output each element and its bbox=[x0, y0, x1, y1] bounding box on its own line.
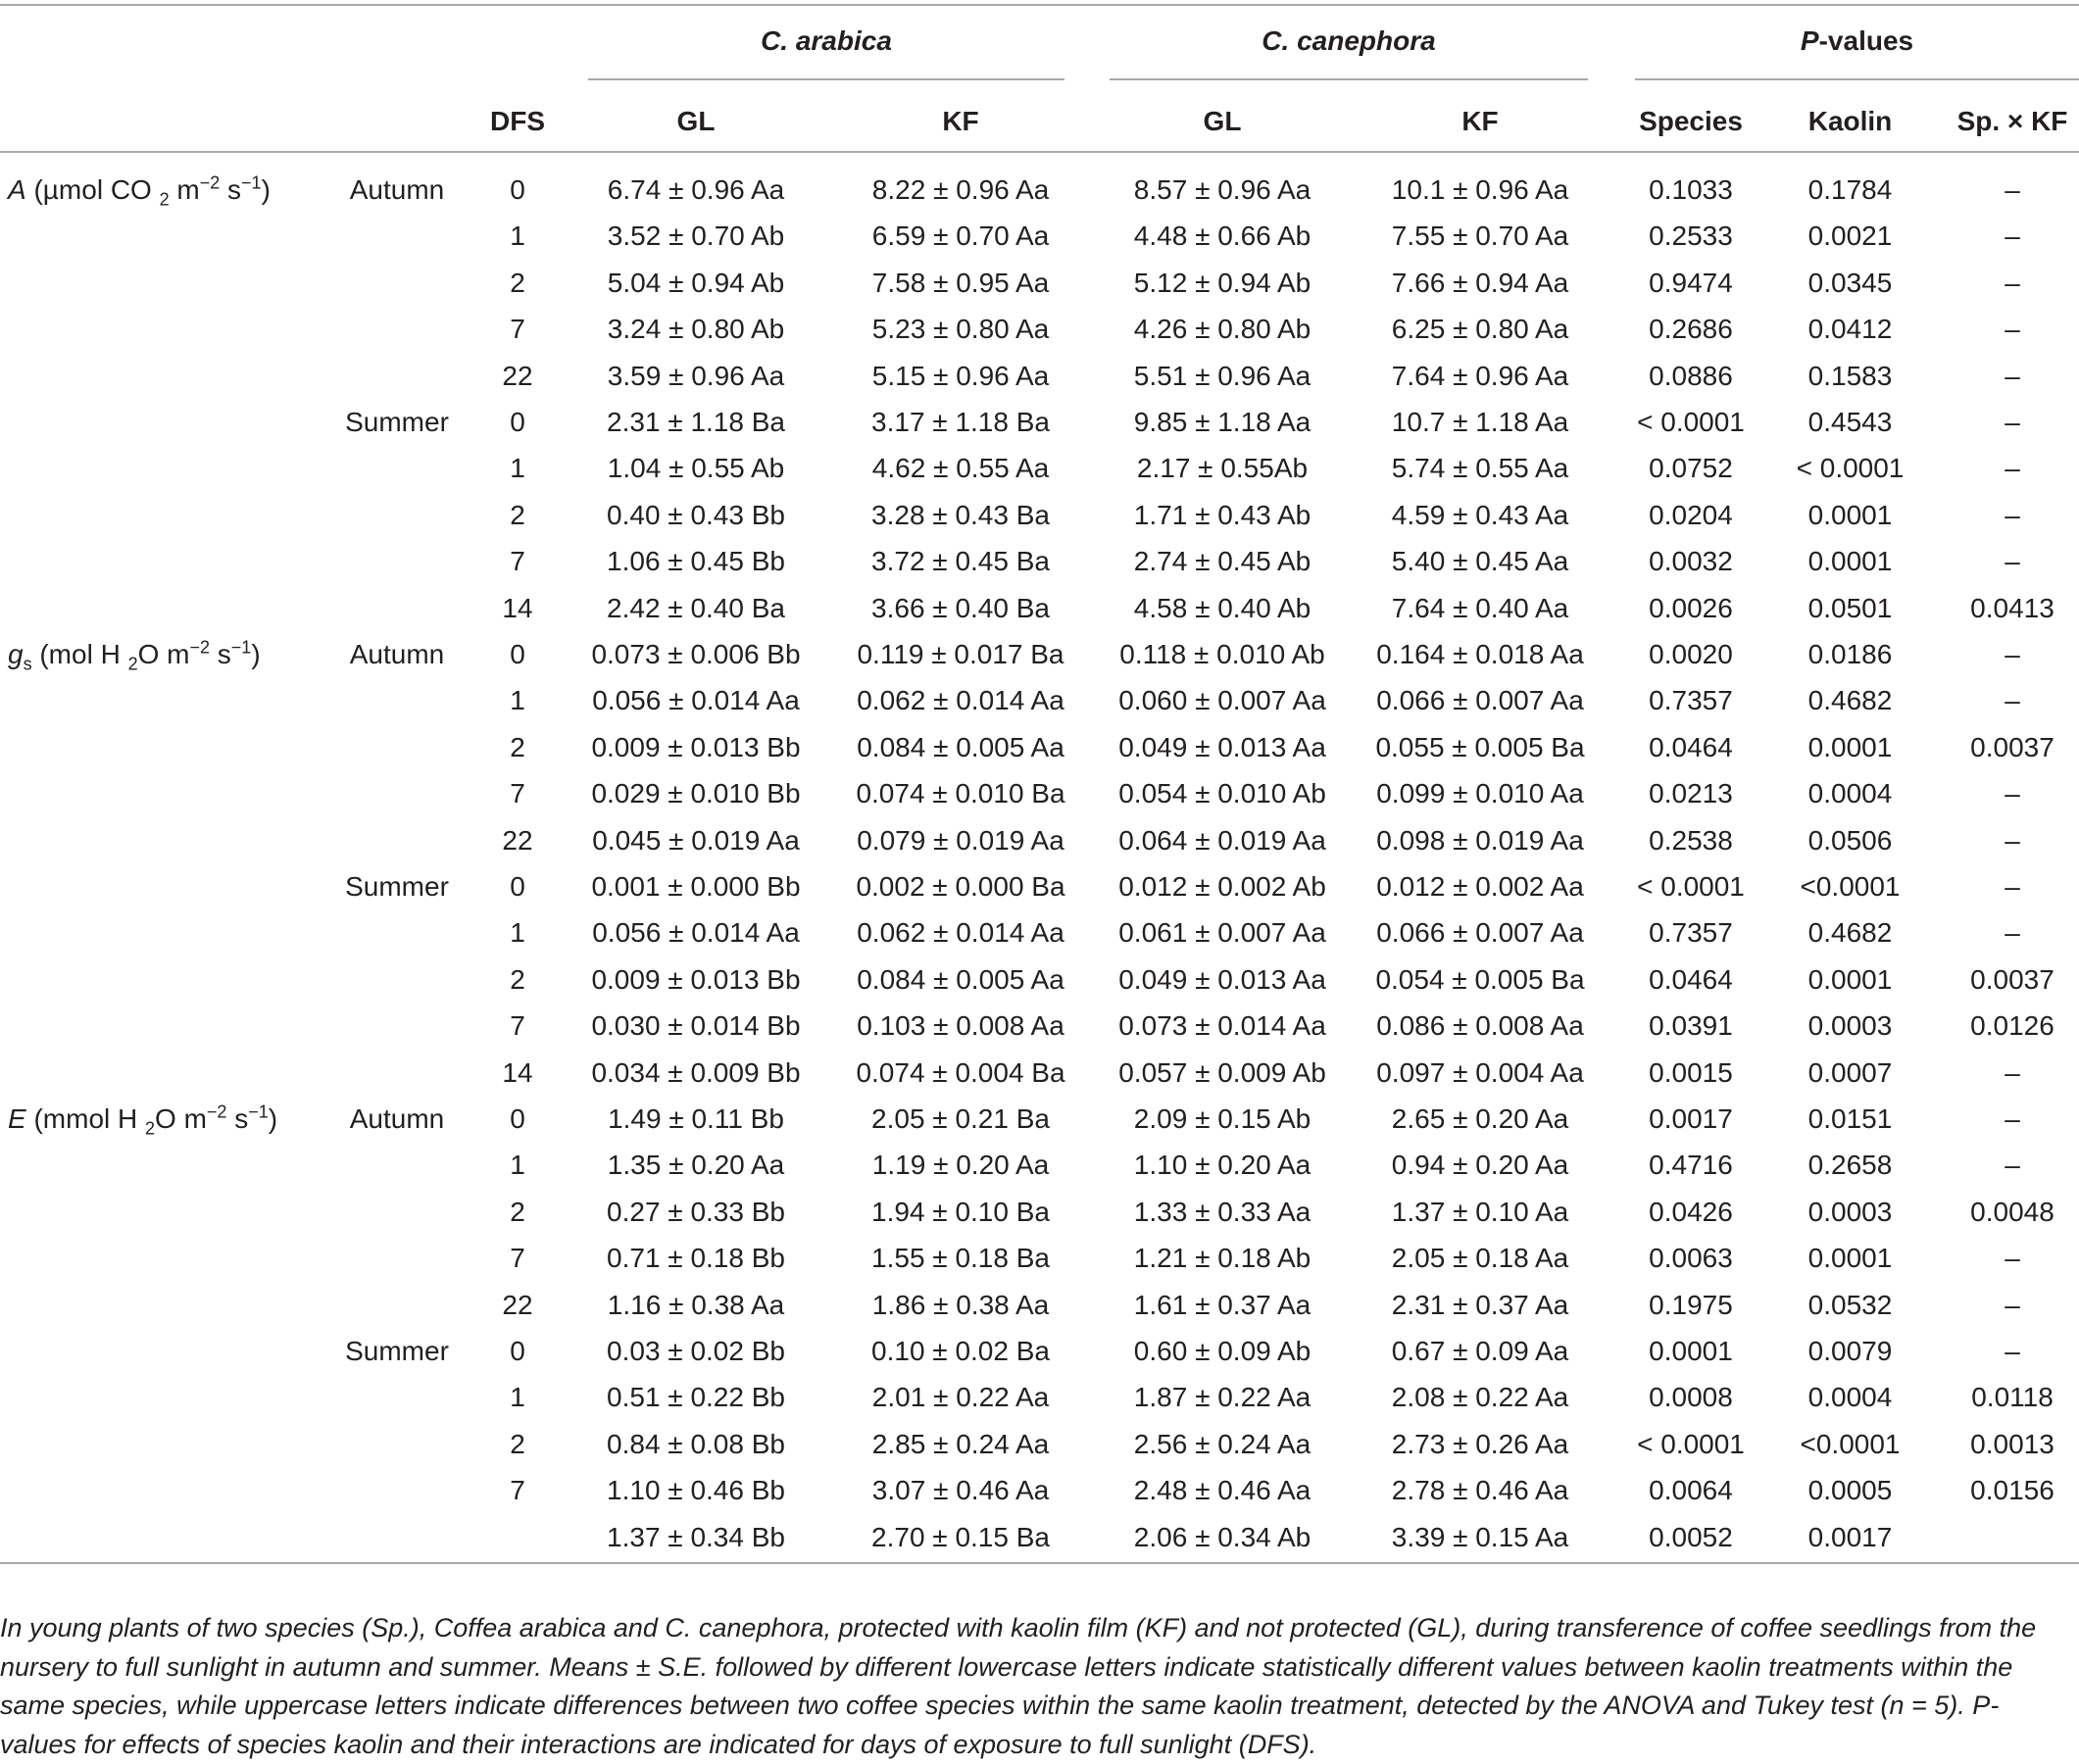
p-species-cell: 0.0391 bbox=[1649, 1010, 1733, 1041]
season-cell: Autumn bbox=[349, 1103, 445, 1134]
p-species-cell: 0.2686 bbox=[1649, 314, 1733, 344]
arabica-kf-cell: 2.01 ± 0.22 Aa bbox=[871, 1382, 1050, 1412]
arabica-kf-cell: 0.074 ± 0.004 Ba bbox=[856, 1057, 1065, 1088]
p-kaolin-cell: < 0.0001 bbox=[1796, 453, 1905, 483]
header-p-letter: P bbox=[1800, 25, 1819, 56]
p-interaction-cell: 0.0413 bbox=[1970, 593, 2054, 623]
canephora-kf-cell: 6.25 ± 0.80 Aa bbox=[1391, 314, 1569, 344]
p-interaction-cell: – bbox=[2005, 1150, 2020, 1180]
canephora-kf-cell: 7.64 ± 0.96 Aa bbox=[1391, 361, 1569, 391]
canephora-kf-cell: 2.08 ± 0.22 Aa bbox=[1391, 1382, 1569, 1412]
canephora-gl-cell: 5.12 ± 0.94 Ab bbox=[1133, 268, 1312, 298]
arabica-gl-cell: 6.74 ± 0.96 Aa bbox=[607, 174, 785, 205]
p-interaction-cell: – bbox=[2005, 1103, 2020, 1134]
dfs-cell: 1 bbox=[510, 220, 525, 251]
dfs-cell: 0 bbox=[510, 1103, 525, 1134]
p-kaolin-cell: 0.0079 bbox=[1807, 1336, 1893, 1366]
p-interaction-cell: – bbox=[2005, 361, 2020, 391]
arabica-gl-cell: 1.06 ± 0.45 Bb bbox=[607, 546, 785, 576]
p-interaction-cell: – bbox=[2005, 871, 2020, 902]
col-header-arabica-gl: GL bbox=[676, 106, 716, 136]
canephora-kf-cell: 7.55 ± 0.70 Aa bbox=[1391, 220, 1569, 251]
canephora-gl-cell: 0.054 ± 0.010 Ab bbox=[1118, 778, 1326, 808]
p-interaction-cell: 0.0037 bbox=[1970, 732, 2054, 762]
canephora-kf-cell: 0.94 ± 0.20 Aa bbox=[1391, 1150, 1569, 1180]
variable-label-gs: $g_s$ (mol H $_2$O $m^{-2}$ $s^{-1}$) bbox=[8, 637, 261, 674]
p-kaolin-cell: <0.0001 bbox=[1800, 1429, 1901, 1459]
header-c-arabica: C. arabica bbox=[761, 25, 892, 56]
dfs-cell: 7 bbox=[510, 1475, 525, 1505]
arabica-kf-cell: 4.62 ± 0.55 Aa bbox=[871, 453, 1050, 483]
col-header-species: Species bbox=[1639, 106, 1743, 136]
canephora-gl-cell: 0.118 ± 0.010 Ab bbox=[1119, 639, 1325, 669]
arabica-gl-cell: 0.71 ± 0.18 Bb bbox=[607, 1243, 785, 1273]
dfs-cell: 22 bbox=[502, 1290, 533, 1320]
dfs-cell: 7 bbox=[510, 1010, 525, 1041]
arabica-kf-cell: 0.062 ± 0.014 Aa bbox=[857, 685, 1064, 715]
arabica-gl-cell: 1.49 ± 0.11 Bb bbox=[608, 1103, 784, 1134]
arabica-gl-cell: 0.51 ± 0.22 Bb bbox=[607, 1382, 785, 1412]
dfs-cell: 2 bbox=[510, 1197, 525, 1227]
arabica-kf-cell: 6.59 ± 0.70 Aa bbox=[871, 220, 1050, 251]
table-caption: In young plants of two species (Sp.), Coffea arabica and C. canephora, protected with kaolin film (KF) and not protected (GL), during transference of coffee seedlings from the nursery to full sunlight in autumn and summer. Means ± S.E. followed by different lowercase letters indicate statistically different values between kaolin treatments within the same species, while uppercase letters indicate differences between two coffee species within the same kaolin treatment, detected by the ANOVA and Tukey test (n = 5). P-values for effects of species kaolin and their interactions are indicated for days of exposure to full sunlight (DFS). bbox=[0, 1613, 2037, 1759]
season-cell: Summer bbox=[345, 407, 449, 437]
arabica-gl-cell: 3.24 ± 0.80 Ab bbox=[607, 314, 785, 344]
canephora-kf-cell: 3.39 ± 0.15 Aa bbox=[1391, 1522, 1569, 1552]
arabica-underline bbox=[588, 78, 1064, 80]
canephora-gl-cell: 0.057 ± 0.009 Ab bbox=[1118, 1057, 1326, 1088]
p-interaction-cell: – bbox=[2005, 1243, 2020, 1273]
p-species-cell: 0.0017 bbox=[1649, 1103, 1733, 1134]
p-interaction-cell: – bbox=[2005, 546, 2020, 576]
arabica-gl-cell: 0.27 ± 0.33 Bb bbox=[607, 1197, 785, 1227]
p-species-cell: 0.0026 bbox=[1649, 593, 1733, 623]
arabica-kf-cell: 3.72 ± 0.45 Ba bbox=[871, 546, 1050, 576]
bottom-rule bbox=[0, 1562, 2079, 1564]
p-kaolin-cell: 0.0021 bbox=[1807, 220, 1893, 251]
p-species-cell: 0.0886 bbox=[1649, 361, 1733, 391]
p-species-cell: 0.0204 bbox=[1649, 500, 1733, 530]
canephora-gl-cell: 0.60 ± 0.09 Ab bbox=[1133, 1336, 1312, 1366]
canephora-gl-cell: 0.064 ± 0.019 Aa bbox=[1118, 825, 1326, 856]
arabica-gl-cell: 0.84 ± 0.08 Bb bbox=[607, 1429, 785, 1459]
arabica-gl-cell: 0.045 ± 0.019 Aa bbox=[592, 825, 800, 856]
p-interaction-cell: 0.0126 bbox=[1970, 1010, 2054, 1041]
dfs-cell: 2 bbox=[510, 1429, 525, 1459]
canephora-gl-cell: 1.10 ± 0.20 Aa bbox=[1133, 1150, 1312, 1180]
canephora-gl-cell: 0.073 ± 0.014 Aa bbox=[1118, 1010, 1326, 1041]
p-kaolin-cell: 0.0007 bbox=[1807, 1057, 1893, 1088]
p-interaction-cell: – bbox=[2005, 453, 2020, 483]
canephora-kf-cell: 0.086 ± 0.008 Aa bbox=[1376, 1010, 1584, 1041]
dfs-cell: 0 bbox=[510, 639, 525, 669]
p-interaction-cell: – bbox=[2005, 639, 2020, 669]
p-species-cell: 0.4716 bbox=[1649, 1150, 1733, 1180]
canephora-kf-cell: 0.098 ± 0.019 Aa bbox=[1376, 825, 1584, 856]
arabica-kf-cell: 8.22 ± 0.96 Aa bbox=[871, 174, 1050, 205]
arabica-gl-cell: 0.009 ± 0.013 Bb bbox=[591, 964, 801, 995]
canephora-kf-cell: 2.65 ± 0.20 Aa bbox=[1391, 1103, 1569, 1134]
arabica-kf-cell: 1.86 ± 0.38 Aa bbox=[871, 1290, 1050, 1320]
canephora-kf-cell: 1.37 ± 0.10 Aa bbox=[1391, 1197, 1569, 1227]
p-species-cell: 0.0008 bbox=[1649, 1382, 1733, 1412]
canephora-kf-cell: 10.1 ± 0.96 Aa bbox=[1391, 174, 1569, 205]
header-p-values bbox=[1635, 24, 2079, 59]
p-interaction-cell: – bbox=[2005, 1290, 2020, 1320]
dfs-cell: 7 bbox=[510, 1243, 525, 1273]
p-kaolin-cell: 0.0345 bbox=[1807, 268, 1893, 298]
canephora-kf-cell: 2.05 ± 0.18 Aa bbox=[1391, 1243, 1569, 1273]
dfs-cell: 14 bbox=[502, 1057, 533, 1088]
canephora-kf-cell: 2.31 ± 0.37 Aa bbox=[1391, 1290, 1569, 1320]
p-species-cell: 0.0064 bbox=[1649, 1475, 1733, 1505]
arabica-kf-cell: 0.002 ± 0.000 Ba bbox=[856, 871, 1065, 902]
dfs-cell: 2 bbox=[510, 500, 525, 530]
p-kaolin-cell: 0.0001 bbox=[1807, 964, 1893, 995]
arabica-kf-cell: 3.66 ± 0.40 Ba bbox=[871, 593, 1050, 623]
canephora-gl-cell: 1.33 ± 0.33 Aa bbox=[1133, 1197, 1312, 1227]
p-kaolin-cell: 0.0001 bbox=[1807, 500, 1893, 530]
season-cell: Autumn bbox=[349, 639, 445, 669]
canephora-kf-cell: 0.097 ± 0.004 Aa bbox=[1376, 1057, 1584, 1088]
p-species-cell: < 0.0001 bbox=[1637, 871, 1745, 902]
col-header-canephora-gl: GL bbox=[1203, 106, 1242, 136]
p-species-cell: 0.1033 bbox=[1649, 174, 1733, 205]
p-interaction-cell: 0.0156 bbox=[1970, 1475, 2054, 1505]
p-species-cell: 0.1975 bbox=[1649, 1290, 1733, 1320]
p-interaction-cell: – bbox=[2005, 685, 2020, 715]
arabica-kf-cell: 2.70 ± 0.15 Ba bbox=[871, 1522, 1050, 1552]
p-species-cell: 0.0032 bbox=[1649, 546, 1733, 576]
p-kaolin-cell: 0.0412 bbox=[1807, 314, 1893, 344]
arabica-gl-cell: 2.31 ± 1.18 Ba bbox=[607, 407, 785, 437]
canephora-kf-cell: 0.012 ± 0.002 Aa bbox=[1376, 871, 1584, 902]
p-species-cell: 0.0213 bbox=[1649, 778, 1733, 808]
canephora-gl-cell: 0.012 ± 0.002 Ab bbox=[1118, 871, 1326, 902]
p-interaction-cell: – bbox=[2005, 407, 2020, 437]
p-kaolin-cell: 0.0005 bbox=[1807, 1475, 1893, 1505]
canephora-gl-cell: 1.71 ± 0.43 Ab bbox=[1133, 500, 1312, 530]
header-p-rest: -values bbox=[1818, 25, 1914, 56]
dfs-cell: 14 bbox=[502, 593, 533, 623]
p-interaction-cell: – bbox=[2005, 268, 2020, 298]
p-interaction-cell: 0.0118 bbox=[1971, 1382, 2054, 1412]
arabica-gl-cell: 1.37 ± 0.34 Bb bbox=[607, 1522, 785, 1552]
arabica-kf-cell: 1.19 ± 0.20 Aa bbox=[871, 1150, 1050, 1180]
p-species-cell: 0.0020 bbox=[1649, 639, 1733, 669]
p-interaction-cell: – bbox=[2005, 917, 2020, 948]
col-header-interaction: Sp. × KF bbox=[1956, 106, 2068, 136]
arabica-kf-cell: 2.05 ± 0.21 Ba bbox=[871, 1103, 1050, 1134]
canephora-kf-cell: 10.7 ± 1.18 Aa bbox=[1391, 407, 1569, 437]
arabica-kf-cell: 7.58 ± 0.95 Aa bbox=[871, 268, 1050, 298]
p-interaction-cell: 0.0013 bbox=[1970, 1429, 2054, 1459]
dfs-cell: 2 bbox=[510, 268, 525, 298]
dfs-cell: 0 bbox=[510, 871, 525, 902]
arabica-kf-cell: 5.23 ± 0.80 Aa bbox=[871, 314, 1050, 344]
top-rule bbox=[0, 4, 2079, 6]
arabica-kf-cell: 3.17 ± 1.18 Ba bbox=[871, 407, 1050, 437]
dfs-cell: 0 bbox=[510, 407, 525, 437]
dfs-cell: 22 bbox=[502, 825, 533, 856]
season-cell: Summer bbox=[345, 871, 449, 902]
arabica-gl-cell: 3.59 ± 0.96 Aa bbox=[607, 361, 785, 391]
canephora-gl-cell: 2.48 ± 0.46 Aa bbox=[1133, 1475, 1312, 1505]
p-interaction-cell: – bbox=[2005, 1336, 2020, 1366]
p-kaolin-cell: 0.4543 bbox=[1807, 407, 1893, 437]
dfs-cell: 1 bbox=[510, 917, 525, 948]
canephora-kf-cell: 0.054 ± 0.005 Ba bbox=[1375, 964, 1585, 995]
arabica-gl-cell: 1.04 ± 0.55 Ab bbox=[607, 453, 785, 483]
arabica-gl-cell: 0.073 ± 0.006 Bb bbox=[591, 639, 801, 669]
pvalues-underline bbox=[1635, 78, 2079, 80]
header-rule bbox=[0, 151, 2079, 153]
dfs-cell: 22 bbox=[502, 361, 533, 391]
p-species-cell: 0.0052 bbox=[1649, 1522, 1733, 1552]
p-interaction-cell: – bbox=[2005, 825, 2020, 856]
p-species-cell: 0.2533 bbox=[1649, 220, 1733, 251]
canephora-gl-cell: 4.48 ± 0.66 Ab bbox=[1133, 220, 1312, 251]
p-kaolin-cell: 0.2658 bbox=[1807, 1150, 1893, 1180]
p-interaction-cell: 0.0048 bbox=[1970, 1197, 2054, 1227]
p-kaolin-cell: 0.0186 bbox=[1807, 639, 1893, 669]
dfs-cell: 1 bbox=[510, 453, 525, 483]
p-kaolin-cell: 0.0151 bbox=[1807, 1103, 1893, 1134]
p-kaolin-cell: 0.1784 bbox=[1807, 174, 1893, 205]
canephora-kf-cell: 7.66 ± 0.94 Aa bbox=[1391, 268, 1569, 298]
p-interaction-cell: – bbox=[2005, 1057, 2020, 1088]
arabica-gl-cell: 0.03 ± 0.02 Bb bbox=[607, 1336, 785, 1366]
canephora-gl-cell: 2.74 ± 0.45 Ab bbox=[1133, 546, 1312, 576]
p-kaolin-cell: 0.0001 bbox=[1807, 732, 1893, 762]
col-header-dfs: DFS bbox=[490, 106, 545, 136]
p-kaolin-cell: 0.0003 bbox=[1807, 1197, 1893, 1227]
p-species-cell: < 0.0001 bbox=[1637, 1429, 1745, 1459]
canephora-gl-cell: 4.26 ± 0.80 Ab bbox=[1133, 314, 1312, 344]
arabica-kf-cell: 0.10 ± 0.02 Ba bbox=[871, 1336, 1050, 1366]
season-cell: Summer bbox=[345, 1336, 449, 1366]
canephora-gl-cell: 2.56 ± 0.24 Aa bbox=[1133, 1429, 1312, 1459]
p-interaction-cell: – bbox=[2005, 220, 2020, 251]
arabica-kf-cell: 0.062 ± 0.014 Aa bbox=[857, 917, 1064, 948]
canephora-kf-cell: 0.099 ± 0.010 Aa bbox=[1376, 778, 1584, 808]
canephora-gl-cell: 2.06 ± 0.34 Ab bbox=[1133, 1522, 1312, 1552]
arabica-kf-cell: 5.15 ± 0.96 Aa bbox=[871, 361, 1050, 391]
col-header-arabica-kf: KF bbox=[942, 106, 979, 136]
canephora-gl-cell: 5.51 ± 0.96 Aa bbox=[1133, 361, 1312, 391]
p-kaolin-cell: 0.0001 bbox=[1807, 546, 1893, 576]
canephora-gl-cell: 0.049 ± 0.013 Aa bbox=[1118, 732, 1326, 762]
p-kaolin-cell: 0.0001 bbox=[1807, 1243, 1893, 1273]
p-interaction-cell: – bbox=[2005, 174, 2020, 205]
arabica-kf-cell: 0.084 ± 0.005 Aa bbox=[857, 964, 1064, 995]
dfs-cell: 0 bbox=[510, 174, 525, 205]
canephora-gl-cell: 8.57 ± 0.96 Aa bbox=[1133, 174, 1312, 205]
canephora-kf-cell: 7.64 ± 0.40 Aa bbox=[1391, 593, 1569, 623]
variable-label-a: A (µmol CO $_2$ $m^{-2}$ $s^{-1}$) bbox=[8, 172, 271, 210]
arabica-kf-cell: 0.084 ± 0.005 Aa bbox=[857, 732, 1064, 762]
p-interaction-cell: – bbox=[2005, 500, 2020, 530]
p-species-cell: < 0.0001 bbox=[1637, 407, 1745, 437]
dfs-cell: 7 bbox=[510, 778, 525, 808]
canephora-kf-cell: 0.066 ± 0.007 Aa bbox=[1376, 685, 1584, 715]
arabica-gl-cell: 1.35 ± 0.20 Aa bbox=[607, 1150, 785, 1180]
p-species-cell: 0.0464 bbox=[1649, 732, 1733, 762]
dfs-cell: 0 bbox=[510, 1336, 525, 1366]
canephora-kf-cell: 0.055 ± 0.005 Ba bbox=[1375, 732, 1585, 762]
canephora-kf-cell: 2.73 ± 0.26 Aa bbox=[1391, 1429, 1569, 1459]
canephora-kf-cell: 4.59 ± 0.43 Aa bbox=[1391, 500, 1569, 530]
arabica-kf-cell: 0.074 ± 0.010 Ba bbox=[856, 778, 1065, 808]
p-species-cell: 0.2538 bbox=[1649, 825, 1733, 856]
dfs-cell: 2 bbox=[510, 732, 525, 762]
p-kaolin-cell: 0.0506 bbox=[1807, 825, 1893, 856]
arabica-kf-cell: 2.85 ± 0.24 Aa bbox=[871, 1429, 1050, 1459]
arabica-kf-cell: 1.55 ± 0.18 Ba bbox=[871, 1243, 1050, 1273]
dfs-cell: 1 bbox=[510, 1382, 525, 1412]
canephora-kf-cell: 2.78 ± 0.46 Aa bbox=[1391, 1475, 1569, 1505]
season-cell: Autumn bbox=[349, 174, 445, 205]
p-kaolin-cell: 0.0004 bbox=[1807, 1382, 1893, 1412]
p-kaolin-cell: 0.0017 bbox=[1807, 1522, 1893, 1552]
arabica-kf-cell: 0.103 ± 0.008 Aa bbox=[857, 1010, 1064, 1041]
arabica-gl-cell: 0.029 ± 0.010 Bb bbox=[591, 778, 801, 808]
p-species-cell: 0.0426 bbox=[1649, 1197, 1733, 1227]
p-kaolin-cell: 0.4682 bbox=[1807, 917, 1893, 948]
arabica-kf-cell: 3.28 ± 0.43 Ba bbox=[871, 500, 1050, 530]
arabica-gl-cell: 0.40 ± 0.43 Bb bbox=[607, 500, 785, 530]
p-kaolin-cell: 0.1583 bbox=[1807, 361, 1893, 391]
p-interaction-cell: 0.0037 bbox=[1970, 964, 2054, 995]
canephora-kf-cell: 0.066 ± 0.007 Aa bbox=[1376, 917, 1584, 948]
arabica-gl-cell: 3.52 ± 0.70 Ab bbox=[607, 220, 785, 251]
p-kaolin-cell: 0.0004 bbox=[1807, 778, 1893, 808]
p-interaction-cell: – bbox=[2005, 314, 2020, 344]
p-kaolin-cell: 0.0532 bbox=[1807, 1290, 1893, 1320]
arabica-kf-cell: 3.07 ± 0.46 Aa bbox=[871, 1475, 1050, 1505]
canephora-kf-cell: 0.164 ± 0.018 Aa bbox=[1376, 639, 1584, 669]
p-species-cell: 0.0752 bbox=[1649, 453, 1733, 483]
dfs-cell: 1 bbox=[510, 685, 525, 715]
p-species-cell: 0.7357 bbox=[1649, 917, 1733, 948]
arabica-gl-cell: 5.04 ± 0.94 Ab bbox=[607, 268, 785, 298]
arabica-kf-cell: 1.94 ± 0.10 Ba bbox=[871, 1197, 1050, 1227]
variable-label-e: E (mmol H $_2$O $m^{-2}$ $s^{-1}$) bbox=[8, 1102, 278, 1139]
arabica-gl-cell: 0.001 ± 0.000 Bb bbox=[591, 871, 801, 902]
p-species-cell: 0.0015 bbox=[1649, 1057, 1733, 1088]
canephora-gl-cell: 1.87 ± 0.22 Aa bbox=[1133, 1382, 1312, 1412]
canephora-gl-cell: 0.060 ± 0.007 Aa bbox=[1118, 685, 1326, 715]
canephora-gl-cell: 1.21 ± 0.18 Ab bbox=[1133, 1243, 1312, 1273]
arabica-gl-cell: 0.056 ± 0.014 Aa bbox=[592, 685, 800, 715]
arabica-gl-cell: 0.034 ± 0.009 Bb bbox=[591, 1057, 801, 1088]
arabica-gl-cell: 2.42 ± 0.40 Ba bbox=[607, 593, 785, 623]
p-species-cell: 0.0464 bbox=[1649, 964, 1733, 995]
canephora-gl-cell: 2.17 ± 0.55Ab bbox=[1136, 453, 1309, 483]
arabica-gl-cell: 0.056 ± 0.014 Aa bbox=[592, 917, 800, 948]
canephora-underline bbox=[1110, 78, 1588, 80]
p-species-cell: 0.7357 bbox=[1649, 685, 1733, 715]
header-c-canephora: C. canephora bbox=[1262, 25, 1436, 56]
arabica-gl-cell: 0.030 ± 0.014 Bb bbox=[591, 1010, 801, 1041]
dfs-cell: 1 bbox=[510, 1150, 525, 1180]
canephora-gl-cell: 9.85 ± 1.18 Aa bbox=[1133, 407, 1312, 437]
dfs-cell: 7 bbox=[510, 314, 525, 344]
arabica-gl-cell: 1.10 ± 0.46 Bb bbox=[607, 1475, 785, 1505]
p-species-cell: 0.0063 bbox=[1649, 1243, 1733, 1273]
arabica-gl-cell: 0.009 ± 0.013 Bb bbox=[591, 732, 801, 762]
col-header-kaolin: Kaolin bbox=[1807, 106, 1893, 136]
canephora-gl-cell: 1.61 ± 0.37 Aa bbox=[1133, 1290, 1312, 1320]
p-kaolin-cell: <0.0001 bbox=[1800, 871, 1901, 902]
canephora-gl-cell: 2.09 ± 0.15 Ab bbox=[1133, 1103, 1312, 1134]
p-kaolin-cell: 0.0003 bbox=[1807, 1010, 1893, 1041]
arabica-kf-cell: 0.119 ± 0.017 Ba bbox=[857, 639, 1064, 669]
canephora-kf-cell: 0.67 ± 0.09 Aa bbox=[1391, 1336, 1569, 1366]
p-species-cell: 0.0001 bbox=[1649, 1336, 1733, 1366]
canephora-gl-cell: 0.049 ± 0.013 Aa bbox=[1118, 964, 1326, 995]
canephora-kf-cell: 5.74 ± 0.55 Aa bbox=[1391, 453, 1569, 483]
canephora-gl-cell: 4.58 ± 0.40 Ab bbox=[1133, 593, 1312, 623]
p-species-cell: 0.9474 bbox=[1649, 268, 1733, 298]
dfs-cell: 7 bbox=[510, 546, 525, 576]
canephora-gl-cell: 0.061 ± 0.007 Aa bbox=[1118, 917, 1326, 948]
arabica-gl-cell: 1.16 ± 0.38 Aa bbox=[607, 1290, 785, 1320]
p-kaolin-cell: 0.0501 bbox=[1807, 593, 1893, 623]
dfs-cell: 2 bbox=[510, 964, 525, 995]
canephora-kf-cell: 5.40 ± 0.45 Aa bbox=[1391, 546, 1569, 576]
p-interaction-cell: – bbox=[2005, 778, 2020, 808]
p-kaolin-cell: 0.4682 bbox=[1807, 685, 1893, 715]
arabica-kf-cell: 0.079 ± 0.019 Aa bbox=[857, 825, 1064, 856]
col-header-canephora-kf: KF bbox=[1461, 106, 1499, 136]
